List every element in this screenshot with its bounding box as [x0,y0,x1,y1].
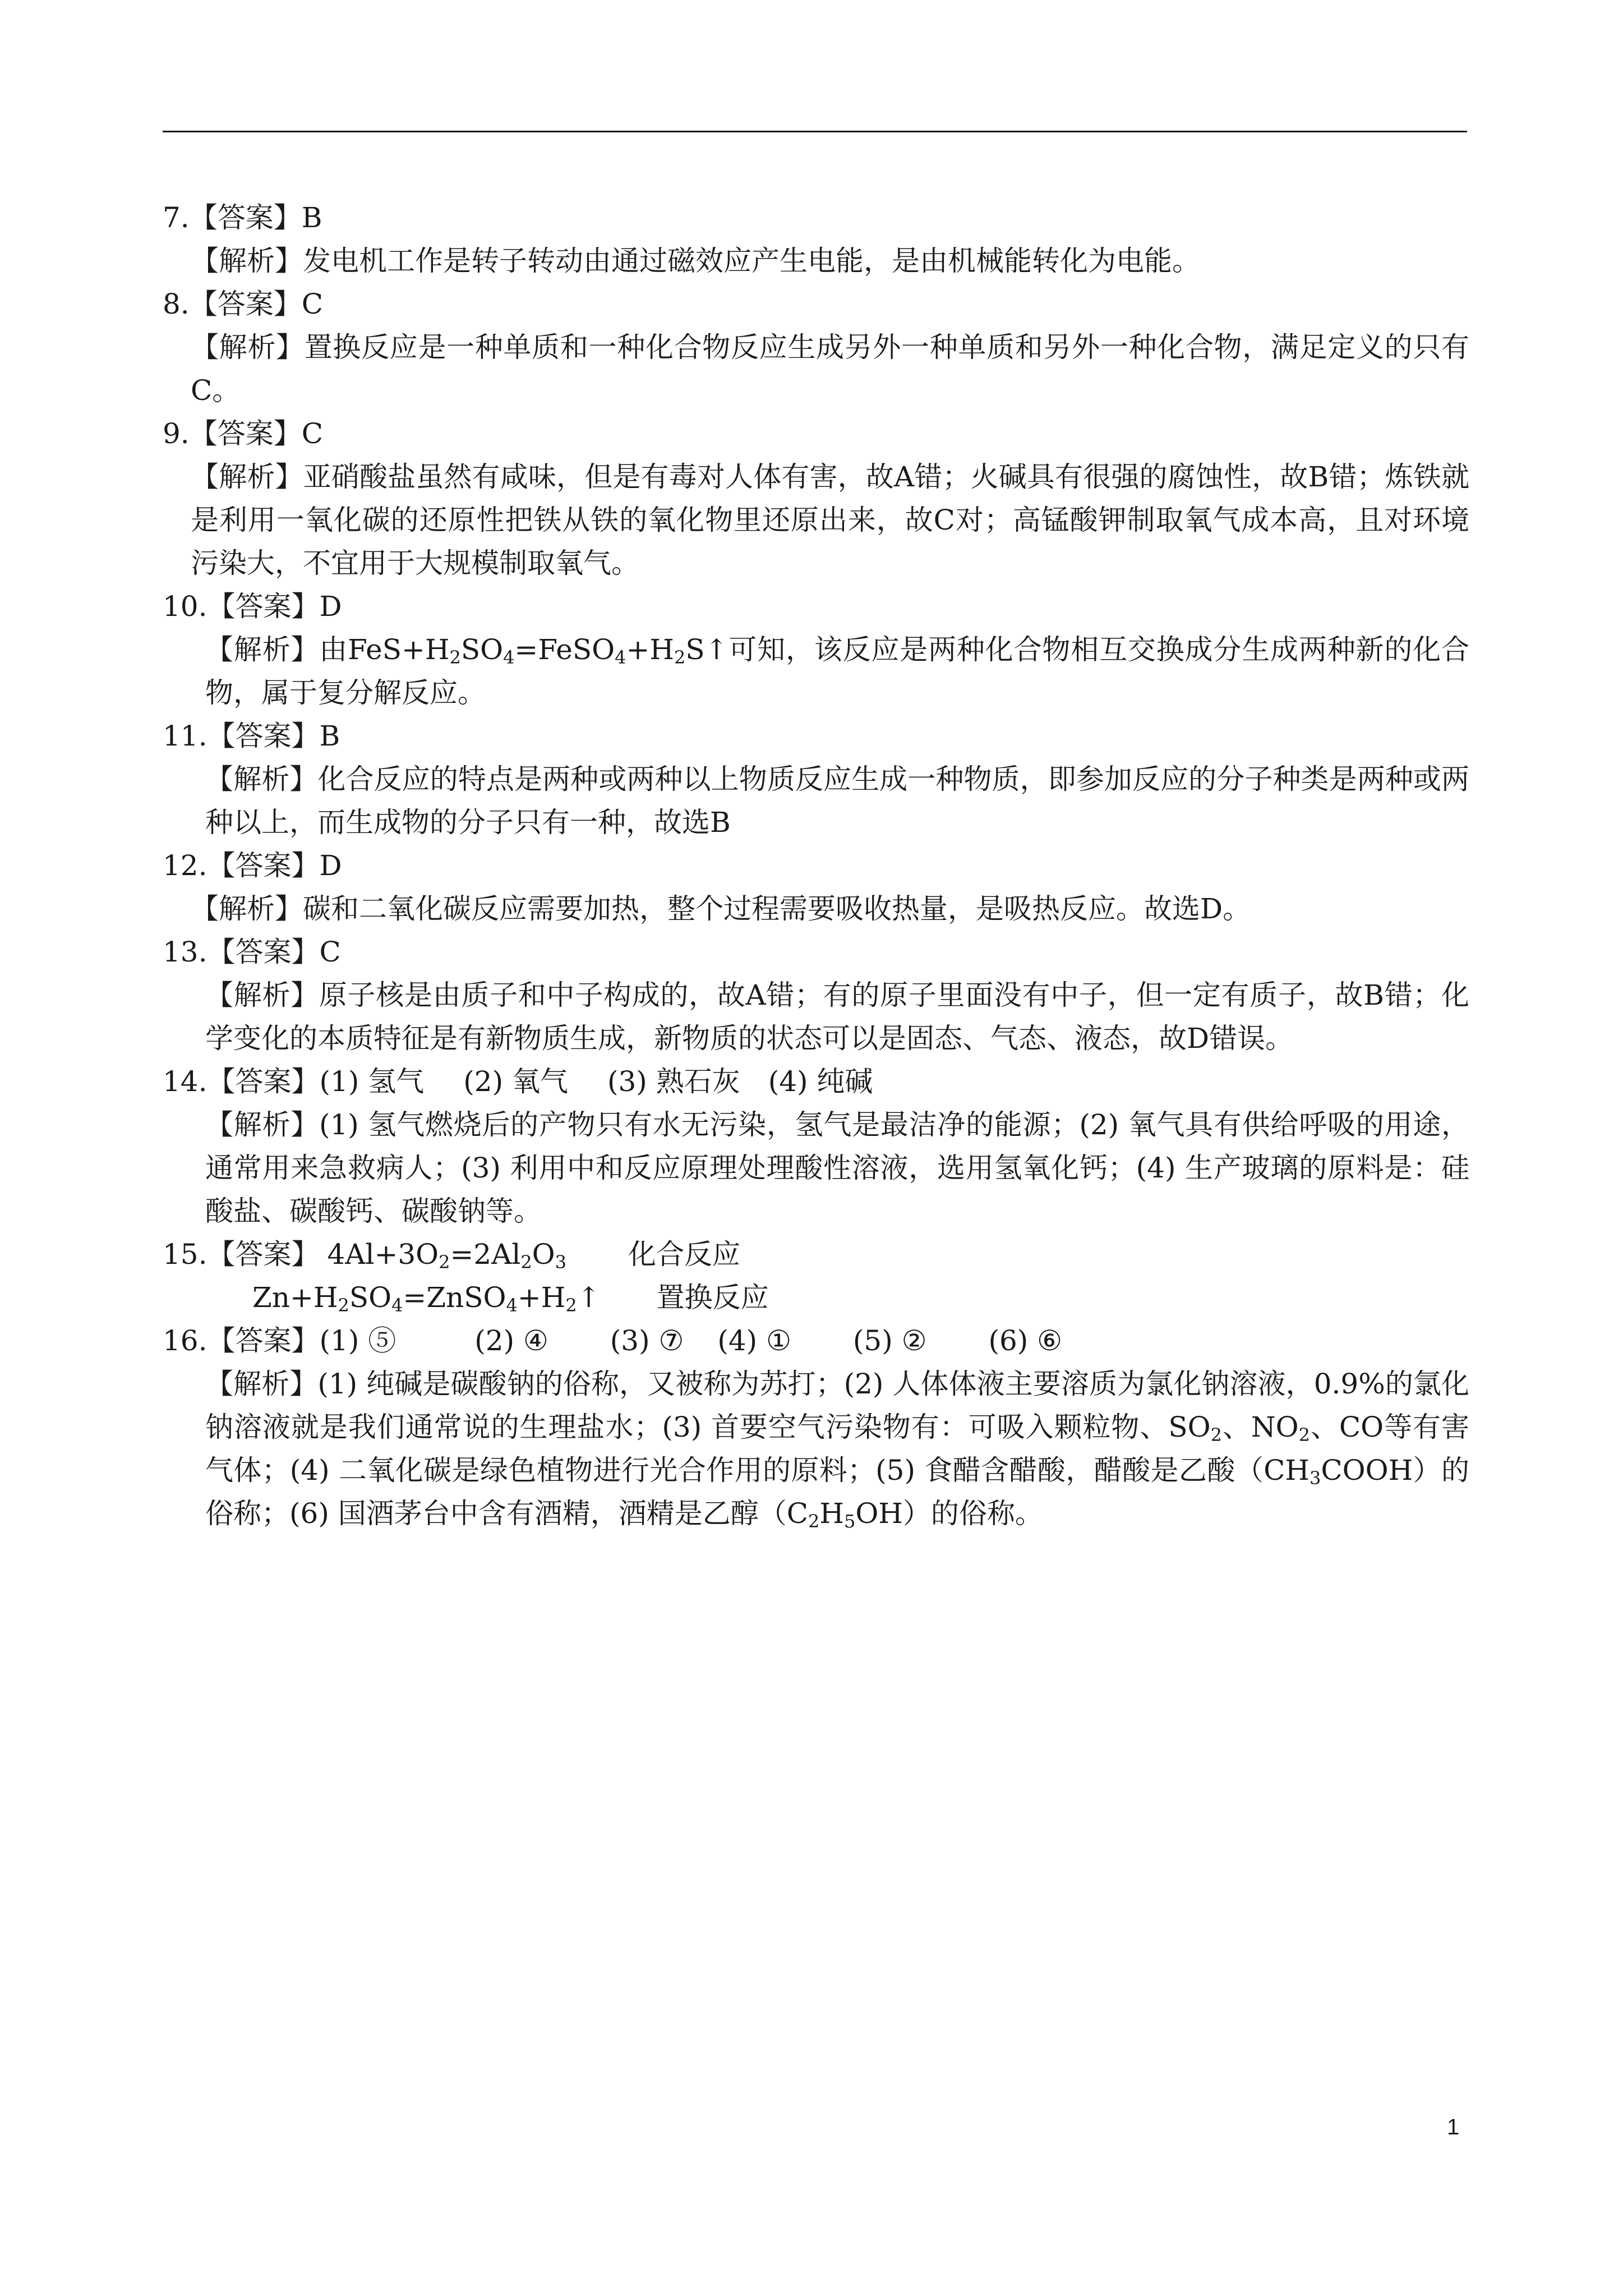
subscript: 5 [843,1511,856,1532]
subscript: 2 [449,647,461,668]
q15-answer [163,1233,1469,1276]
q13-analysis: 【解析】原子核是由质子和中子构成的，故A错；有的原子里面没有中子，但一定有质子，故B错；化学变化的本质特征是有新物质生成，新物质的状态可以是固态、气态、液态，故D错误。 [205,979,1469,1055]
q16-analysis-text: OH）的俗称。 [855,1497,1043,1530]
q10-answer: 10.【答案】D [163,590,342,623]
q14-answer-label: 14.【答案】 [163,1065,320,1098]
q16-answer [163,1319,1469,1363]
q12-analysis: 【解析】碳和二氧化碳反应需要加热，整个过程需要吸收热量，是吸热反应。故选D。 [191,892,1251,925]
q16-analysis-text: 、CO等有害气体；(4) 二氧化碳是绿色植物进行光合作用的原料；(5) 食醋含醋酸，醋酸是乙酸（CH [205,1411,1469,1487]
subscript: 3 [555,1251,567,1273]
q16-answer-3: (3) ⑦ [610,1324,684,1357]
q12-answer: 12.【答案】D [163,849,342,882]
subscript: 2 [808,1511,820,1532]
eq-part: 4Al+3O [327,1238,439,1271]
subscript: 2 [1298,1424,1310,1446]
q10-equation [348,633,728,666]
q15-reaction-type-1: 化合反应 [628,1238,741,1271]
q16-analysis-text: H [819,1497,844,1530]
q14-answer [163,1060,1469,1103]
q9-answer: 9.【答案】C [163,417,323,450]
q16-answer-6: (6) ⑥ [988,1324,1062,1357]
q16-analysis-text: 【解析】(1) 纯碱是碳酸钠的俗称，又被称为苏打；(2) 人体体液主要溶质为氯化钠溶液，0.9%的氯化钠溶液就是我们通常说的生理盐水；(3) 首要空气污染物有：可吸入颗粒物、SO [205,1368,1469,1443]
q11-answer: 11.【答案】B [163,720,340,752]
q16-analysis-text: 、NO [1221,1411,1299,1443]
eq-part: =2Al [450,1238,521,1271]
q10-analysis [163,628,1469,715]
q10-analysis-suffix: 可知，该反应是两种化合物相互交换成分生成两种新的化合物，属于复分解反应。 [205,633,1470,709]
q15-answer-label: 15.【答案】 [163,1238,320,1271]
eq-part: =FeSO [514,633,615,666]
subscript: 4 [506,1295,518,1316]
page-number: 1 [1447,2115,1460,2139]
q16-answer-5: (5) ② [852,1324,927,1357]
header-rule [163,131,1467,132]
q14-answer-2: (2) 氧气 [463,1065,568,1098]
q13-answer: 13.【答案】C [163,936,341,968]
answer-sheet [163,196,1469,1535]
q15-equation-2 [252,1281,601,1314]
eq-part: S↑ [685,633,728,666]
q7-answer: 7.【答案】B [163,201,322,234]
eq-part: Zn+H [252,1281,338,1314]
q16-analysis [163,1363,1469,1535]
q16-analysis-text: COOH）的俗称；(6) 国酒茅台中含有酒精，酒精是乙醇（C [205,1454,1470,1530]
q14-answer-1: (1) 氢气 [319,1065,425,1098]
q8-answer: 8.【答案】C [163,288,323,320]
eq-part: +H [626,633,674,666]
eq-part: SO [460,633,504,666]
subscript: 4 [391,1295,403,1316]
eq-part: O [532,1238,555,1271]
eq-part: FeS+H [348,633,450,666]
q9-analysis: 【解析】亚硝酸盐虽然有咸味，但是有毒对人体有害，故A错；火碱具有很强的腐蚀性，故B错；炼铁就是利用一氧化碳的还原性把铁从铁的氧化物里还原出来，故C对；高锰酸钾制取氧气成本高，且对环境污染大，不宜用于大规模制取氧气。 [191,461,1469,579]
q15-answer-line-2 [163,1276,1469,1319]
eq-part: ↑ [577,1281,601,1314]
q11-analysis: 【解析】化合反应的特点是两种或两种以上物质反应生成一种物质，即参加反应的分子种类是两种或两种以上，而生成物的分子只有一种，故选B [205,763,1469,839]
subscript: 2 [338,1295,349,1316]
q16-answer-2: (2) ④ [474,1324,548,1357]
q7-analysis: 【解析】发电机工作是转子转动由通过磁效应产生电能，是由机械能转化为电能。 [191,245,1200,277]
q14-analysis: 【解析】(1) 氢气燃烧后的产物只有水无污染，氢气是最洁净的能源；(2) 氧气具有供给呼吸的用途，通常用来急救病人；(3) 利用中和反应原理处理酸性溶液，选用氢氧化钙；(4) 生产玻璃的原料是：硅酸盐、碳酸钙、碳酸钠等。 [205,1108,1469,1227]
q16-answer-1: (1) ⑤ [319,1324,396,1357]
subscript: 3 [1310,1467,1321,1489]
subscript: 2 [520,1251,532,1273]
subscript: 2 [439,1251,450,1273]
q15-equation-1 [328,1238,567,1271]
subscript: 2 [565,1295,577,1316]
subscript: 2 [674,647,686,668]
q14-answer-3: (3) 熟石灰 [607,1065,740,1098]
eq-part: SO [349,1281,392,1314]
eq-part: +H [517,1281,566,1314]
q15-reaction-type-2: 置换反应 [656,1281,769,1314]
subscript: 4 [503,647,515,668]
subscript: 4 [615,647,626,668]
eq-part: =ZnSO [403,1281,506,1314]
q16-answer-4: (4) ① [717,1324,791,1357]
q10-analysis-prefix: 【解析】由 [205,633,348,666]
q8-analysis: 【解析】置换反应是一种单质和一种化合物反应生成另外一种单质和另外一种化合物，满足定义的只有C。 [191,331,1469,407]
q14-answer-4: (4) 纯碱 [768,1065,873,1098]
q16-answer-label: 16.【答案】 [163,1324,320,1357]
subscript: 2 [1210,1424,1222,1446]
